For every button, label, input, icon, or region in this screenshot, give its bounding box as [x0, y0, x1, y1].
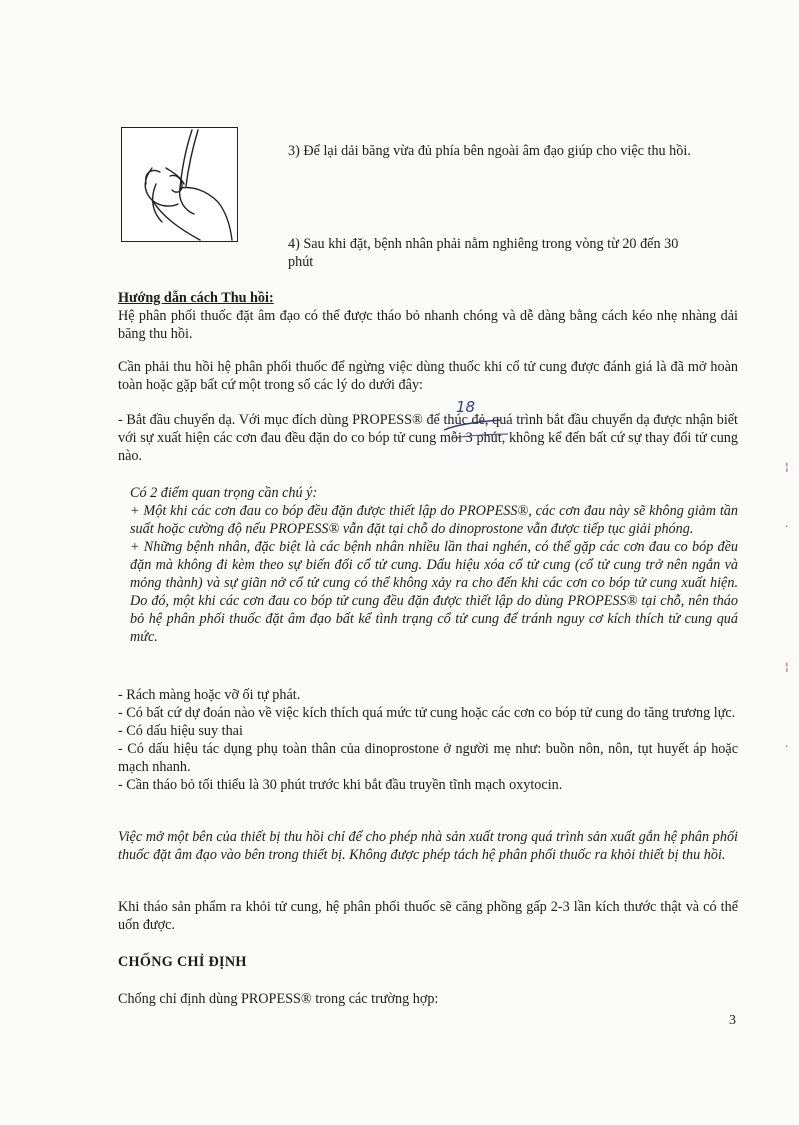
- removal-intro: Hệ phân phối thuốc đặt âm đạo có thể được tháo bỏ nhanh chóng và dễ dàng bằng cách kéo nhẹ nhàng dải băng thu hồi.: [118, 308, 738, 342]
- edge-scan-mark: ·: [785, 520, 789, 533]
- hand-icon: [122, 128, 237, 241]
- removal-heading: Hướng dẫn cách Thu hồi:: [118, 290, 274, 306]
- handwritten-correction-mark: [438, 396, 513, 440]
- important-notes: [130, 484, 738, 646]
- contraindications-heading: CHỐNG CHỈ ĐỊNH: [118, 954, 247, 970]
- finger-insertion-illustration: [121, 127, 238, 242]
- device-note: Việc mở một bên của thiết bị thu hồi chỉ để cho phép nhà sản xuất trong quá trình sản xuất gắn hệ phân phối thuốc đặt âm đạo vào bên trong thiết bị. Không được phép tách hệ phân phối thuốc ra khỏi thiết bị thu hồi.: [118, 829, 738, 863]
- edge-scan-mark: ¦: [785, 660, 789, 673]
- edge-scan-mark: ·: [785, 740, 789, 753]
- removal-when: Cần phải thu hồi hệ phân phối thuốc để ngừng việc dùng thuốc khi cổ tử cung được đánh giá là đã mở hoàn toàn hoặc gặp bất cứ một trong số các lý do dưới đây:: [118, 359, 738, 393]
- reason-labor: - Bắt đầu chuyển dạ. Với mục đích dùng PROPESS® để thúc đẻ, quá trình bắt đầu chuyển dạ được nhận biết với sự xuất hiện các cơn đau đều đặn do co bóp tử cung mỗi 3 phút, không kể đến bất cứ sự thay đổi tử cung nào.: [118, 412, 738, 464]
- edge-scan-mark: ¦: [785, 460, 789, 473]
- handwritten-number: 18: [456, 398, 476, 416]
- removal-reasons-list: [118, 686, 738, 794]
- reason-fetal-distress: - Có dấu hiệu suy thai: [118, 723, 243, 739]
- step-4-line-2: phút: [288, 254, 314, 270]
- step-3: 3) Để lại dải băng vừa đủ phía bên ngoài âm đạo giúp cho việc thu hồi.: [288, 143, 691, 159]
- reason-oxytocin: - Cần tháo bỏ tối thiểu là 30 phút trước khi bắt đầu truyền tĩnh mạch oxytocin.: [118, 777, 563, 793]
- note-1: + Một khi các cơn đau co bóp đều đặn được thiết lập do PROPESS®, các cơn đau này sẽ không giảm tần suất hoặc cường độ nếu PROPESS® vẫn đặt tại chỗ do dinoprostone vẫn được tiếp tục giải phóng.: [130, 503, 738, 537]
- reason-side-effects: - Có dấu hiệu tác dụng phụ toàn thân của dinoprostone ở người mẹ như: buồn nôn, nôn, tụt huyết áp hoặc mạch nhanh.: [118, 741, 738, 775]
- notes-title: Có 2 điểm quan trọng cần chú ý:: [130, 485, 318, 501]
- step-4-line-1: 4) Sau khi đặt, bệnh nhân phải nằm nghiêng trong vòng từ 20 đến 30: [288, 236, 679, 252]
- note-2: + Những bệnh nhân, đặc biệt là các bệnh nhân nhiều lần thai nghén, có thể gặp các cơn đau co bóp đều đặn mà không đi kèm theo sự biến đổi cổ tử cung. Dấu hiệu xóa cổ tử cung (cổ tử cung trở nên ngắn và mỏng thành) và sự giãn nở cổ tử cung có thể không xảy ra cho đến khi các cơn co bóp tử cung xuất hiện. Do đó, một khi các cơn đau co bóp tử cung đều đặn được thiết lập do dùng PROPESS® tại chỗ, nên tháo bỏ hệ phân phối thuốc đặt âm đạo bất kể tình trạng cổ tử cung để tránh nguy cơ kích thích tử cung quá mức.: [130, 539, 738, 645]
- swelling-note: Khi tháo sản phẩm ra khỏi tử cung, hệ phân phối thuốc sẽ căng phồng gấp 2-3 lần kích thước thật và có thể uốn được.: [118, 899, 738, 933]
- reason-rupture: - Rách màng hoặc vỡ ối tự phát.: [118, 687, 301, 703]
- page-number: 3: [729, 1013, 736, 1028]
- reason-hyperstimulation: - Có bất cứ dự đoán nào về việc kích thích quá mức tử cung hoặc các cơn co bóp tử cung do tăng trương lực.: [118, 705, 736, 721]
- removal-section: [118, 289, 738, 343]
- contraindications-intro: Chống chỉ định dùng PROPESS® trong các trường hợp:: [118, 991, 439, 1007]
